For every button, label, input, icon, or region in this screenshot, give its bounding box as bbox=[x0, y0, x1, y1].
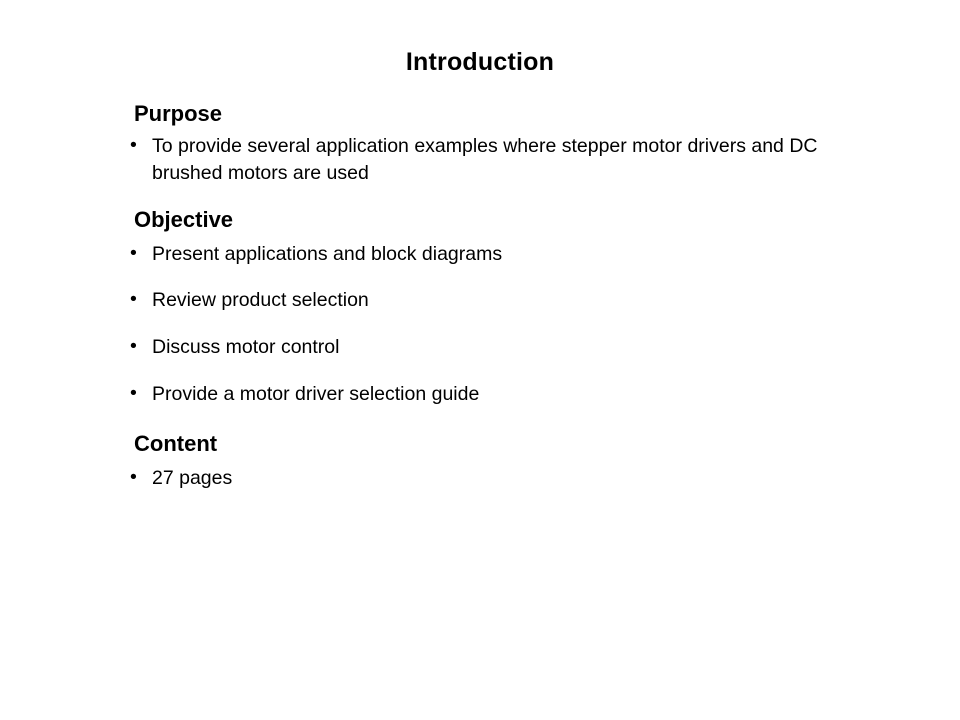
bullet-list-purpose bbox=[128, 133, 888, 188]
bullet-dot-icon: • bbox=[130, 465, 137, 488]
list-item-text: Discuss motor control bbox=[152, 335, 340, 358]
section-heading-content: Content bbox=[134, 431, 218, 457]
slide-body bbox=[128, 100, 888, 493]
list-item bbox=[128, 241, 832, 269]
list-item-text: Review product selection bbox=[152, 289, 369, 312]
bullet-dot-icon: • bbox=[130, 381, 137, 404]
bullet-dot-icon: • bbox=[130, 241, 137, 264]
list-item-text: Provide a motor driver selection guide bbox=[152, 382, 480, 405]
list-item-text: To provide several application examples where stepper motor drivers and DC brushed motors are used bbox=[152, 134, 818, 185]
list-item bbox=[128, 334, 832, 362]
list-item bbox=[128, 287, 832, 315]
list-item-text: 27 pages bbox=[152, 466, 233, 489]
list-item-text: Present applications and block diagrams bbox=[152, 242, 503, 265]
bullet-list-content bbox=[128, 465, 888, 493]
bullet-dot-icon: • bbox=[130, 334, 137, 357]
bullet-dot-icon: • bbox=[130, 288, 137, 311]
page-title: Introduction bbox=[405, 48, 555, 76]
bullet-list-objective bbox=[128, 241, 888, 409]
list-item bbox=[128, 133, 832, 188]
section-heading-objective: Objective bbox=[134, 206, 234, 232]
bullet-dot-icon: • bbox=[130, 133, 137, 156]
list-item bbox=[128, 465, 832, 493]
section-heading-purpose: Purpose bbox=[134, 101, 223, 126]
list-item bbox=[128, 381, 832, 409]
